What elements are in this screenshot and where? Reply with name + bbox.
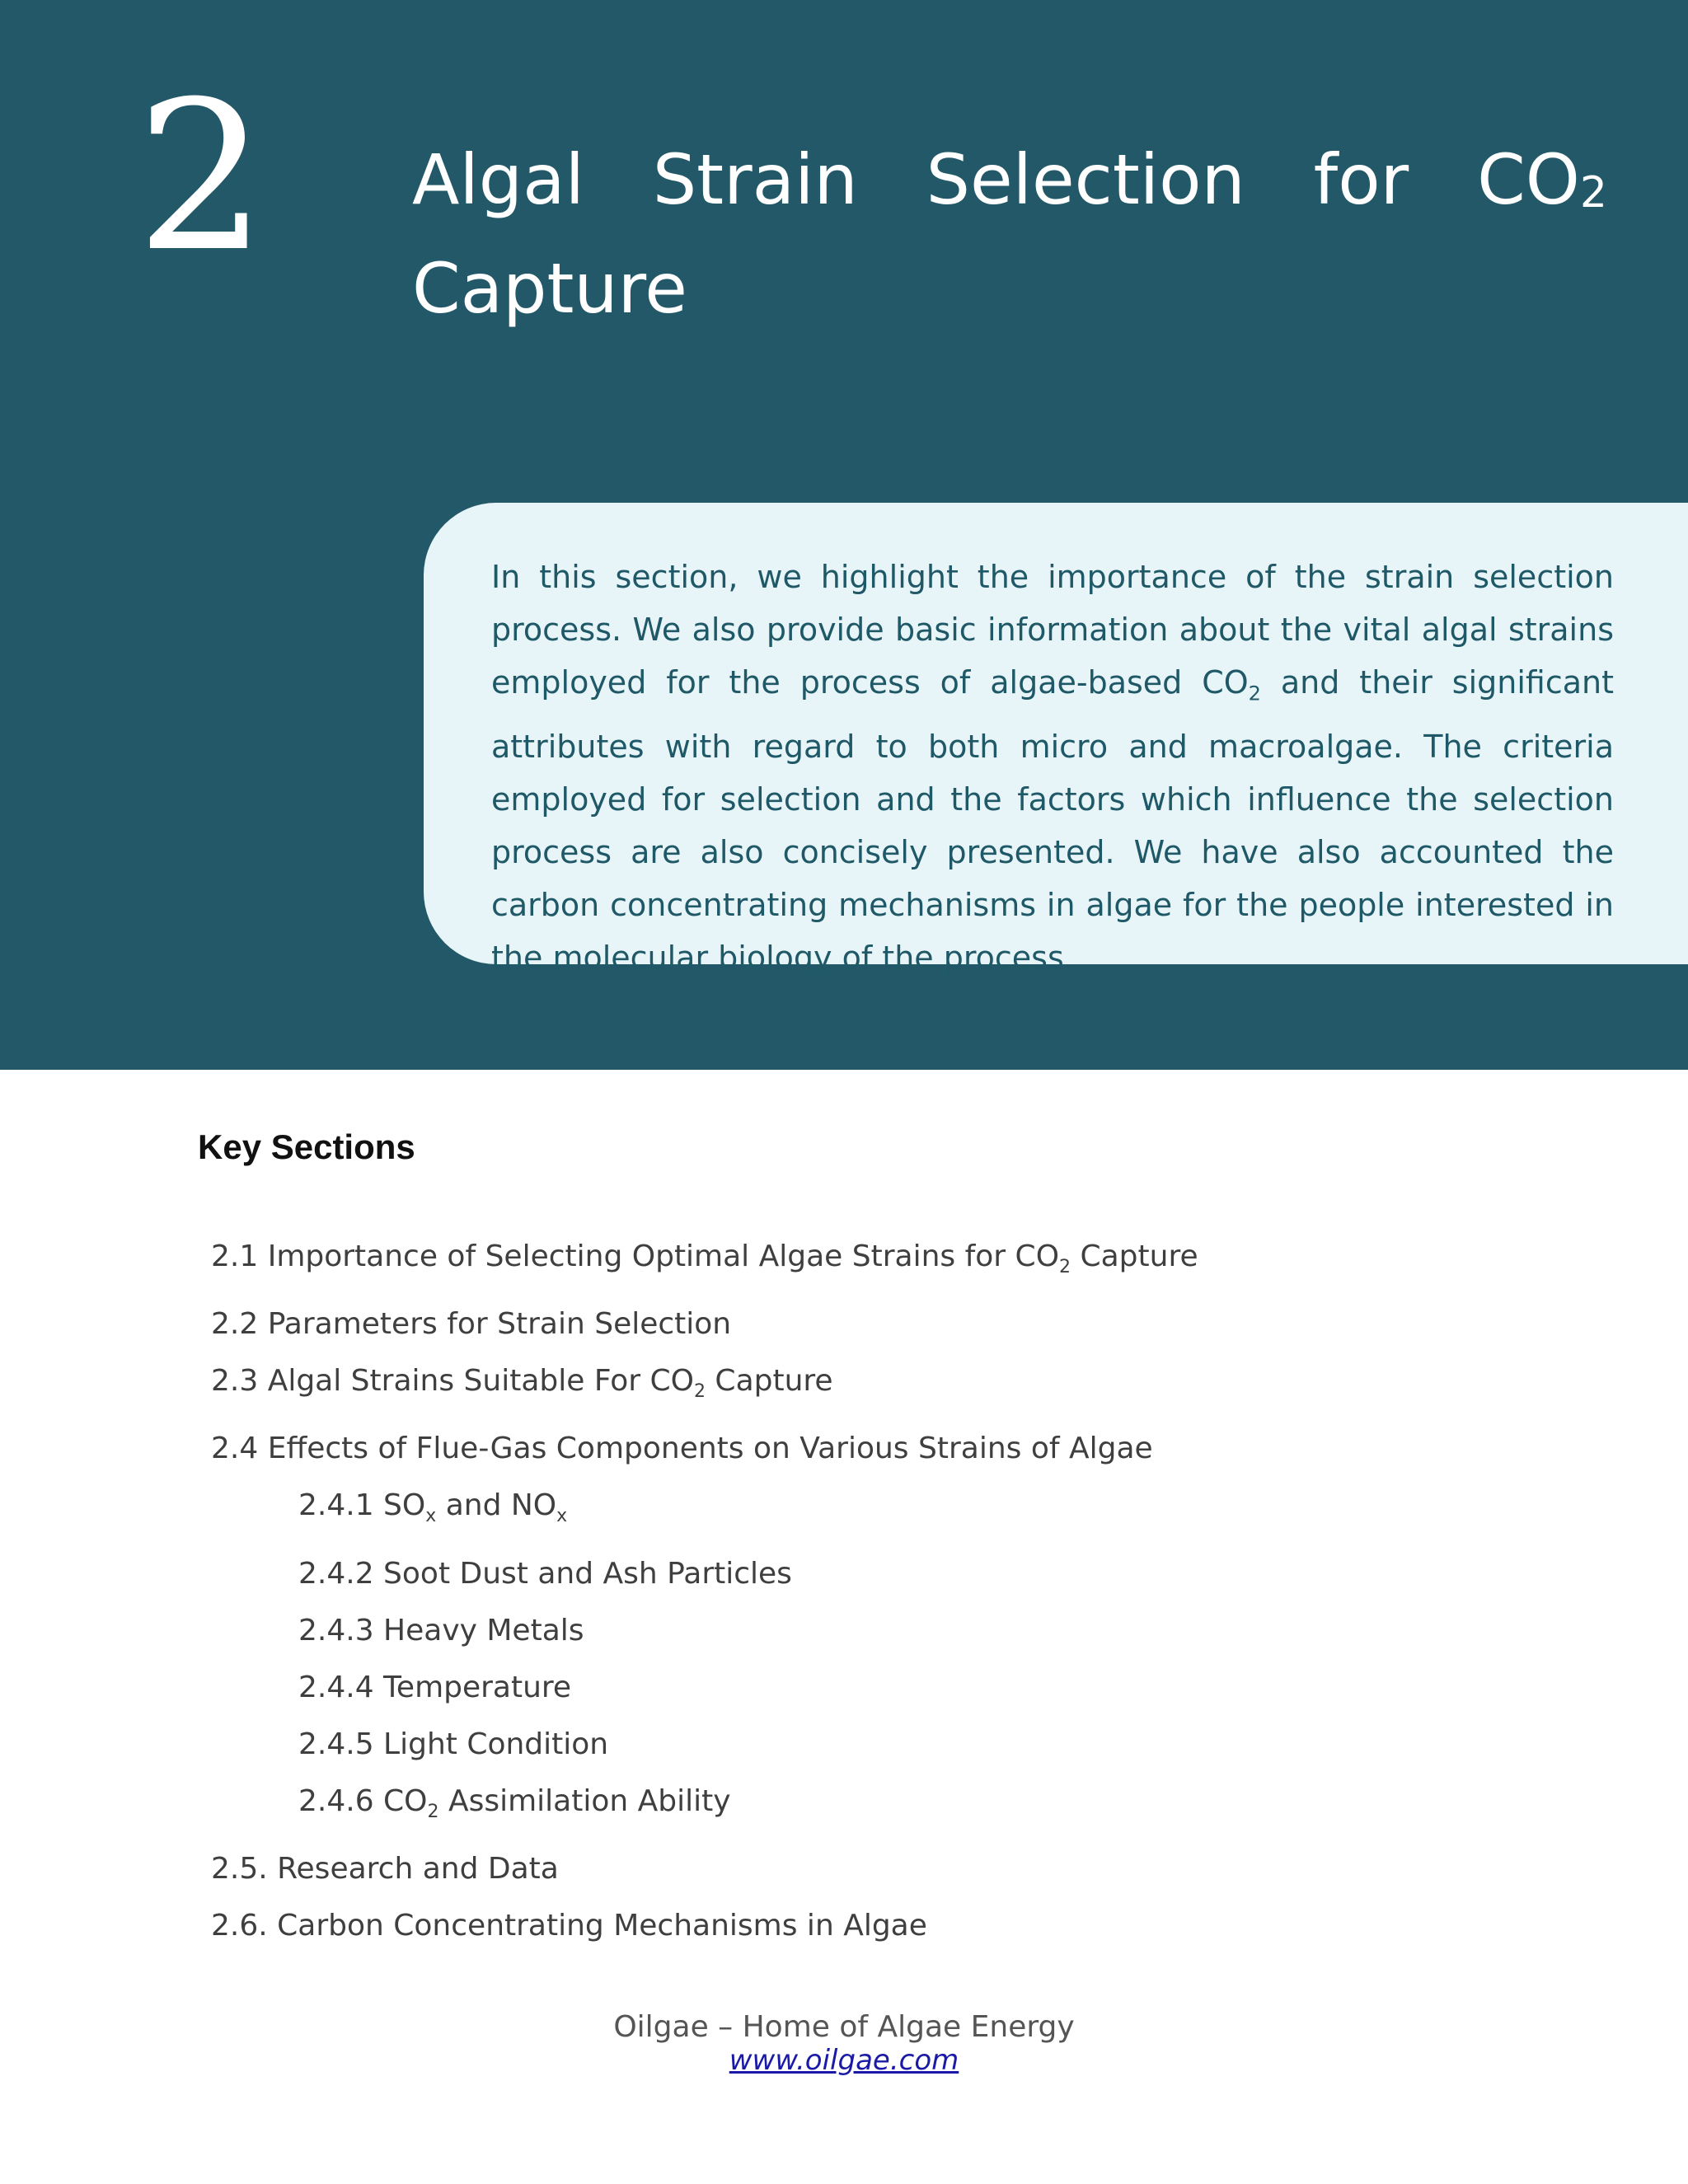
summary-text: In this section, we highlight the importance of the strain selection process. We also provide basic information about the vital algal strains employed for the process of algae-based $CO_2$ and their significant attributes with regard to both micro and macroalgae. The criteria employed for selection and the factors which influence the selection process are also concisely presented. We have also accounted the carbon concentrating mechanisms in algae for the people interested in the molecular biology of the process. — [491, 559, 1614, 976]
toc-subitem[interactable]: 2.4.6 $CO_2$ Assimilation Ability — [298, 1783, 731, 1822]
toc-subitem[interactable]: 2.4.2 Soot Dust and Ash Particles — [298, 1556, 792, 1591]
footer-website-link[interactable]: www.oilgae.com — [729, 2044, 959, 2077]
page-footer — [0, 2011, 1688, 2077]
toc-subitem[interactable]: 2.4.4 Temperature — [298, 1670, 572, 1704]
toc-subitem[interactable]: 2.4.1 $SO_x$ and $NO_x$ — [298, 1488, 568, 1527]
title-word: Selection — [926, 139, 1245, 220]
chapter-number: 2 — [136, 57, 268, 297]
chapter-title-line1 — [412, 132, 1607, 241]
toc-subitem[interactable]: 2.4.5 Light Condition — [298, 1727, 609, 1761]
chapter-title-line2: Capture — [412, 248, 687, 329]
toc-item[interactable]: 2.4 Effects of Flue-Gas Components on Various Strains of Algae — [211, 1432, 1153, 1466]
key-sections-title: Key Sections — [198, 1127, 415, 1166]
title-word: Strain — [652, 139, 858, 220]
toc-item[interactable]: 2.6. Carbon Concentrating Mechanisms in Algae — [211, 1908, 927, 1943]
toc-subitem[interactable]: 2.4.3 Heavy Metals — [298, 1613, 584, 1647]
title-word-co2: $CO_2$ — [1477, 139, 1607, 220]
key-sections-list — [211, 1228, 1198, 1954]
toc-item[interactable]: 2.1 Importance of Selecting Optimal Algae Strains for $CO_2$ Capture — [211, 1240, 1198, 1278]
toc-item[interactable]: 2.5. Research and Data — [211, 1851, 559, 1886]
toc-item[interactable]: 2.3 Algal Strains Suitable For $CO_2$ Capture — [211, 1364, 833, 1403]
footer-title: Oilgae – Home of Algae Energy — [613, 2010, 1075, 2044]
chapter-header-banner — [0, 0, 1688, 1070]
title-word: Algal — [412, 139, 584, 220]
summary-box — [424, 503, 1688, 976]
title-word: for — [1313, 139, 1409, 220]
chapter-title — [412, 132, 1607, 336]
toc-item[interactable]: 2.2 Parameters for Strain Selection — [211, 1307, 732, 1342]
